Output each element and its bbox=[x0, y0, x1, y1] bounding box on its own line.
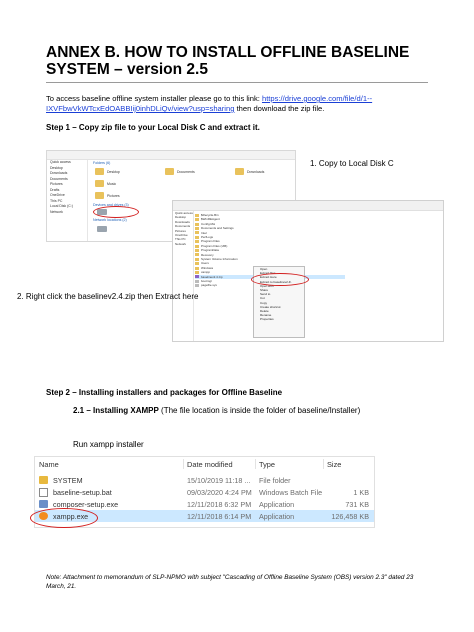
folder-icon bbox=[95, 192, 104, 199]
table-row[interactable] bbox=[35, 498, 374, 510]
file-name: xampp.exe bbox=[53, 511, 89, 521]
run-xampp-text: Run xampp installer bbox=[73, 440, 144, 449]
file-name: SYSTEM bbox=[53, 475, 83, 485]
step1-heading: Step 1 – Copy zip file to your Local Disk C and extract it. bbox=[46, 123, 260, 132]
folder-icon bbox=[195, 258, 199, 261]
sidebar-item: Desktop bbox=[50, 165, 63, 170]
folder-icon bbox=[95, 168, 104, 175]
menu-item-extract-here: Extract Here bbox=[260, 275, 277, 280]
column-header-name[interactable]: Name bbox=[39, 460, 59, 469]
copy-instruction: 1. Copy to Local Disk C bbox=[310, 159, 394, 168]
file-row: Program Files bbox=[195, 239, 345, 243]
column-divider bbox=[255, 459, 256, 469]
file-icon bbox=[195, 280, 199, 283]
column-header-size[interactable]: Size bbox=[327, 460, 342, 469]
network-drive-icon bbox=[97, 226, 107, 232]
sidebar-item: Pictures bbox=[50, 182, 63, 186]
folder-icon bbox=[235, 168, 244, 175]
explorer-screenshot-extract bbox=[172, 200, 444, 342]
file-date: 12/11/2018 6:14 PM bbox=[187, 511, 252, 521]
composer-icon bbox=[39, 500, 48, 508]
folder-label: Pictures bbox=[107, 194, 120, 198]
folder-icon bbox=[195, 253, 199, 256]
folder-icon bbox=[195, 236, 199, 239]
intro-after-text: then download the zip file. bbox=[234, 104, 325, 113]
folder-icon bbox=[95, 180, 104, 187]
file-size: 731 KB bbox=[345, 499, 369, 509]
explorer-titlebar bbox=[173, 201, 443, 211]
file-type: Application bbox=[259, 499, 295, 509]
menu-item: Rename bbox=[260, 313, 272, 318]
xampp-highlight-ellipse bbox=[30, 508, 98, 528]
menu-item: Cut bbox=[260, 296, 265, 301]
file-row: System Volume Information bbox=[195, 257, 345, 261]
file-icon bbox=[195, 284, 199, 287]
sidebar-item: Quick access bbox=[50, 160, 71, 164]
file-type: File folder bbox=[259, 475, 291, 485]
file-row: bootmgr bbox=[195, 279, 345, 283]
folder-icon bbox=[195, 214, 199, 217]
file-row: xampp bbox=[195, 270, 345, 274]
file-date: 12/11/2018 6:32 PM bbox=[187, 499, 252, 509]
menu-item: Delete bbox=[260, 309, 269, 314]
sidebar-item: Desktop bbox=[175, 215, 187, 220]
file-row: Config.Msi bbox=[195, 222, 345, 226]
page-title: ANNEX B. HOW TO INSTALL OFFLINE BASELINE SYSTEM – version 2.5 bbox=[46, 44, 410, 78]
explorer-sidebar bbox=[173, 211, 194, 341]
menu-item: Open with bbox=[260, 283, 274, 288]
column-header-date[interactable]: Date modified bbox=[187, 460, 233, 469]
devices-header: Devices and drives (3) bbox=[93, 203, 129, 207]
sidebar-item: Pictures bbox=[175, 228, 186, 233]
highlight-ellipse bbox=[251, 273, 309, 286]
column-divider bbox=[323, 459, 324, 469]
intro-paragraph bbox=[46, 94, 436, 114]
explorer-sidebar bbox=[47, 160, 88, 241]
sidebar-item: Downloads bbox=[50, 171, 68, 175]
folder-icon bbox=[195, 249, 199, 252]
folder-icon bbox=[195, 227, 199, 230]
folder-icon bbox=[195, 245, 199, 248]
sidebar-item: Network bbox=[175, 241, 187, 246]
file-type: Windows Batch File bbox=[259, 487, 323, 497]
file-date: 09/03/2020 4:24 PM bbox=[187, 487, 252, 497]
file-row: Intel bbox=[195, 231, 345, 235]
footer-note: Note: Attachment to memorandum of SLP-NPMO with subject "Cascading of Offline Baseline System (OBS) version 2.3" dated 23 March, 21. bbox=[46, 574, 414, 590]
folder-icon bbox=[195, 240, 199, 243]
step21-rest: (The file location is inside the folder of baseline/Installer) bbox=[158, 406, 361, 415]
sidebar-item: Drafts bbox=[50, 187, 60, 192]
file-row: Recovery bbox=[195, 253, 345, 257]
table-row[interactable] bbox=[35, 474, 374, 486]
intro-text: To access baseline offline system installer please go to this link: bbox=[46, 94, 262, 103]
file-size: 126,458 KB bbox=[331, 511, 369, 521]
file-row: Program Files (x86) bbox=[195, 244, 345, 248]
step2-heading: Step 2 – Installing installers and packages for Offline Baseline bbox=[46, 388, 283, 397]
file-row: ProgramData bbox=[195, 248, 345, 252]
file-size: 1 KB bbox=[353, 487, 369, 497]
column-divider bbox=[183, 459, 184, 469]
highlight-ellipse bbox=[93, 206, 139, 218]
folder-icon bbox=[195, 218, 199, 221]
menu-item: Share bbox=[260, 288, 269, 293]
sidebar-item: Network bbox=[50, 209, 63, 214]
folder-icon bbox=[195, 267, 199, 270]
sidebar-item: This PC bbox=[50, 198, 63, 203]
file-row: PerfLogs bbox=[195, 235, 345, 239]
sidebar-item: Downloads bbox=[175, 219, 190, 224]
zip-icon bbox=[195, 275, 199, 278]
menu-item: Copy bbox=[260, 300, 268, 305]
network-header: Network locations (2) bbox=[93, 218, 127, 222]
menu-item: Send to bbox=[260, 292, 271, 297]
folder-icon bbox=[195, 262, 199, 265]
folder-label: Desktop bbox=[107, 170, 120, 174]
step21-heading bbox=[73, 406, 360, 415]
step21-bold: 2.1 – Installing XAMPP bbox=[73, 406, 159, 415]
sidebar-item: OneDrive bbox=[50, 193, 65, 197]
file-type: Application bbox=[259, 511, 295, 521]
explorer-titlebar bbox=[47, 151, 295, 160]
menu-item: Extract files... bbox=[260, 271, 279, 276]
column-header-type[interactable]: Type bbox=[259, 460, 276, 469]
folder-icon bbox=[195, 231, 199, 234]
file-row: pagefile.sys bbox=[195, 283, 345, 287]
file-row-selected: baselinev2.4.zip bbox=[195, 275, 345, 279]
file-row: Users bbox=[195, 261, 345, 265]
sidebar-item: Quick access bbox=[175, 211, 193, 215]
folder-icon bbox=[165, 168, 174, 175]
folder-label: Downloads bbox=[247, 170, 265, 174]
table-row[interactable] bbox=[35, 486, 374, 498]
sidebar-item: Documents bbox=[50, 176, 68, 181]
folder-icon bbox=[195, 223, 199, 226]
sidebar-item: OneDrive bbox=[175, 232, 188, 237]
title-divider bbox=[46, 82, 428, 83]
menu-item: Create shortcut bbox=[260, 304, 281, 309]
menu-item: Properties bbox=[260, 317, 274, 322]
batch-file-icon bbox=[39, 488, 48, 497]
file-row: $Recycle.Bin bbox=[195, 213, 345, 217]
file-row: Windows bbox=[195, 266, 345, 270]
file-row: Documents and Settings bbox=[195, 226, 345, 230]
drive-link[interactable]: https://drive.google.com/file/d/1--IXVFbwVkWTcxEdOABBIij0inhDLiQv/view?usp=sharing bbox=[46, 94, 373, 113]
folder-icon bbox=[195, 271, 199, 274]
file-name: composer-setup.exe bbox=[53, 499, 119, 509]
file-row: $WinREAgent bbox=[195, 217, 345, 221]
sidebar-item: Local Disk (C:) bbox=[50, 204, 73, 208]
file-date: 15/10/2019 11:18 ... bbox=[187, 475, 251, 485]
extract-instruction: 2. Right click the baselinev2.4.zip then Extract here bbox=[17, 292, 199, 301]
folder-label: Music bbox=[107, 182, 117, 186]
sidebar-item: This PC bbox=[175, 237, 186, 242]
sidebar-item: Documents bbox=[175, 224, 191, 229]
file-name: baseline-setup.bat bbox=[53, 487, 112, 497]
menu-item: Extract to baselinev2.4\ bbox=[260, 279, 292, 284]
folder-icon bbox=[39, 476, 48, 484]
folder-label: Documents bbox=[177, 170, 195, 174]
menu-item: Open bbox=[260, 267, 268, 271]
folders-header: Folders (6) bbox=[93, 161, 111, 165]
